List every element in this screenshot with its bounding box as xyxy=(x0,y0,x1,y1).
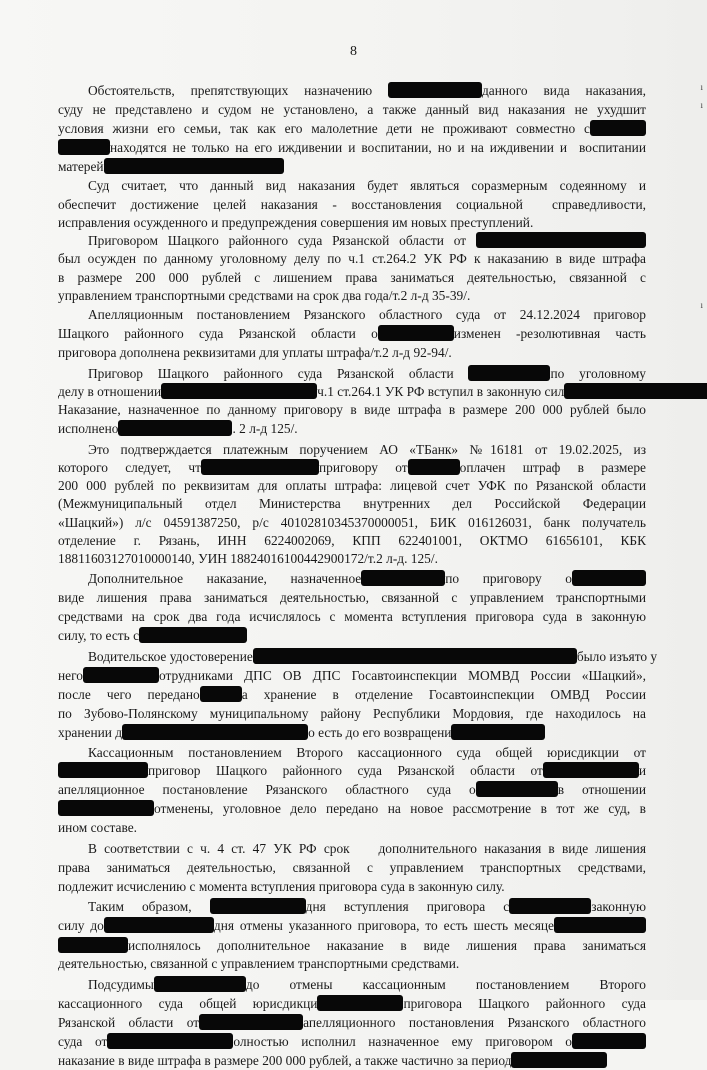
text-segment: приговора дополнена реквизитами для уплаты штрафа/т.2 л-д 92-94/. xyxy=(58,345,452,360)
text-line xyxy=(58,325,646,343)
text-segment: права заниматься деятельностью, связанной с управлением транспортных средствами, xyxy=(58,860,646,875)
text-line xyxy=(58,269,646,287)
text-segment: суду не представлено и судом не установлено, а также данный вид наказания не ухудшит xyxy=(58,102,646,117)
text-line xyxy=(58,383,646,401)
text-segment: Подсудимы xyxy=(88,977,154,992)
text-segment: него xyxy=(58,668,83,683)
text-segment: отделение г. Рязань, ИНН 6224002069, КПП 622401001, ОКТМО 61656101, КБК xyxy=(58,533,646,548)
text-segment: Наказание, назначенное по данному приговору в виде штрафа в размере 200 000 рублей было xyxy=(58,402,646,417)
text-segment: по уголовному xyxy=(550,366,646,381)
text-segment: наказание в виде штрафа в размере 200 000 рублей, а также частично за период xyxy=(58,1053,512,1068)
text-segment: дня отмены указанного приговора, то есть шесть месяце xyxy=(213,918,554,933)
text-segment: отрудниками ДПС ОВ ДПС Госавтоинспекции МОМВД России «Шацкий», xyxy=(158,668,646,683)
text-segment: дня вступления приговора с xyxy=(305,899,510,914)
text-line xyxy=(58,1033,646,1051)
text-line xyxy=(88,840,646,858)
page-number: 8 xyxy=(350,44,357,59)
text-line xyxy=(58,514,646,532)
redaction-bar xyxy=(572,1033,646,1049)
text-line xyxy=(58,214,646,232)
text-line xyxy=(88,365,646,383)
text-segment: в размере 200 000 рублей с лишением права заниматься деятельностью, связанной с xyxy=(58,270,646,285)
redaction-bar xyxy=(201,459,319,475)
text-segment: апелляционное постановление Рязанского областного суда о xyxy=(58,782,476,797)
text-segment: был осужден по данному уголовному делу по ч.1 ст.264.2 УК РФ к наказанию в виде штрафа xyxy=(58,251,646,266)
redaction-bar xyxy=(590,120,646,136)
redaction-bar xyxy=(107,1033,233,1049)
text-segment: Дополнительное наказание, назначенное xyxy=(88,571,362,586)
text-segment: законную xyxy=(591,899,646,914)
redaction-bar xyxy=(509,898,591,914)
text-segment: делу в отношении xyxy=(58,384,162,399)
redaction-bar xyxy=(58,800,154,816)
text-segment: по Зубово-Полянскому муниципальному району Республики Мордовия, где находилось на xyxy=(58,706,646,721)
text-line xyxy=(58,781,646,799)
text-segment: приговору от xyxy=(318,460,408,475)
redaction-bar xyxy=(154,976,246,992)
text-segment: о есть до его возвращени xyxy=(308,725,452,740)
redaction-bar xyxy=(58,139,110,155)
text-line xyxy=(58,917,646,935)
redaction-bar xyxy=(122,724,308,740)
text-line xyxy=(58,937,646,955)
text-line xyxy=(88,976,646,994)
text-segment: . 2 л-д 125/. xyxy=(232,421,298,436)
text-segment: Таким образом, xyxy=(88,899,210,914)
text-segment: силу, то есть с xyxy=(58,628,140,643)
redaction-bar xyxy=(361,570,445,586)
edge-mark: ı xyxy=(700,82,703,92)
text-segment: ином составе. xyxy=(58,820,138,835)
text-segment: Обстоятельств, препятствующих назначению xyxy=(88,83,388,98)
text-line xyxy=(58,705,646,723)
redaction-bar xyxy=(451,724,545,740)
text-segment: кассационного суда общей юрисдикци xyxy=(58,996,318,1011)
text-segment: Рязанской области от xyxy=(58,1015,200,1030)
redaction-bar xyxy=(511,1052,607,1068)
text-segment: после чего передано xyxy=(58,687,200,702)
text-line xyxy=(58,139,646,157)
text-segment: оплачен штраф в размере xyxy=(459,460,646,475)
text-line xyxy=(88,82,646,100)
text-segment: Приговор Шацкого районного суда Рязанской области xyxy=(88,366,469,381)
text-segment: Водительское удостоверение xyxy=(88,649,253,664)
redaction-bar xyxy=(104,158,284,174)
text-line xyxy=(88,898,646,916)
redaction-bar xyxy=(317,995,403,1011)
text-segment: ч.1 ст.264.1 УК РФ вступил в законную сил xyxy=(317,384,565,399)
text-line xyxy=(58,819,646,837)
text-line xyxy=(58,550,646,568)
redaction-bar xyxy=(476,781,558,797)
text-segment: (Межмуниципальный отдел Министерства внутренних дел Российской Федерации xyxy=(58,496,646,511)
redaction-bar xyxy=(200,686,242,702)
text-line xyxy=(58,686,646,704)
text-line xyxy=(88,441,646,459)
text-segment: отменены, уголовное дело передано на новое рассмотрение в тот же суд, в xyxy=(154,801,646,816)
text-segment: средствами на срок два года исчислялось с момента вступления приговора суда в законную xyxy=(58,609,646,624)
text-segment: было изъято у xyxy=(576,649,658,664)
text-line xyxy=(88,177,646,195)
redaction-bar xyxy=(139,627,247,643)
text-line xyxy=(58,724,646,742)
text-segment: исполнялось дополнительное наказание в виде лишения права заниматься xyxy=(128,938,646,953)
text-segment: обеспечит достижение целей наказания - восстановления социальной справедливости, xyxy=(58,197,646,212)
redaction-bar xyxy=(564,383,707,399)
text-line xyxy=(58,762,646,780)
text-segment: матерей xyxy=(58,159,104,174)
text-segment: условия жизни его семьи, так как его малолетние дети не проживают совместно с xyxy=(58,121,590,136)
text-segment: силу до xyxy=(58,918,104,933)
redaction-bar xyxy=(118,420,232,436)
text-segment: 18811603127010000140, УИН 18824016100442900172/т.2 л-д. 125/. xyxy=(58,551,438,566)
text-line xyxy=(58,800,646,818)
text-segment: Шацкого районного суда Рязанской области о xyxy=(58,326,378,341)
redaction-bar xyxy=(388,82,482,98)
text-line xyxy=(58,101,646,119)
redaction-bar xyxy=(58,762,148,778)
text-segment: суда от xyxy=(58,1034,108,1049)
redaction-bar xyxy=(161,383,317,399)
text-line xyxy=(58,532,646,550)
text-segment: управлением транспортными средствами на срок два года/т.2 л-д 35-39/. xyxy=(58,288,471,303)
redaction-bar xyxy=(199,1014,303,1030)
text-line xyxy=(58,158,646,176)
redaction-bar xyxy=(554,917,646,933)
text-segment: апелляционного постановления Рязанского областного xyxy=(303,1015,646,1030)
text-segment: олностью исполнил назначенное ему приговором о xyxy=(233,1034,573,1049)
text-line xyxy=(58,401,646,419)
text-segment: Апелляционным постановлением Рязанского областного суда от 24.12.2024 приговор xyxy=(88,307,646,322)
redaction-bar xyxy=(408,459,460,475)
text-line xyxy=(58,859,646,877)
text-segment: виде лишения права заниматься деятельностью, связанной с управлением транспортными xyxy=(58,590,646,605)
text-segment: которого следует, чт xyxy=(58,460,201,475)
text-line xyxy=(58,878,646,896)
text-segment: Кассационным постановлением Второго кассационного суда общей юрисдикции от xyxy=(88,745,646,760)
redaction-bar xyxy=(378,325,454,341)
text-line xyxy=(58,1052,646,1070)
text-line xyxy=(88,744,646,762)
text-segment: до отмены кассационным постановлением Второго xyxy=(245,977,646,992)
text-line xyxy=(58,459,646,477)
text-line xyxy=(58,420,646,438)
redaction-bar xyxy=(104,917,214,933)
text-segment: приговора Шацкого районного суда xyxy=(403,996,646,1011)
text-line xyxy=(88,306,646,324)
text-line xyxy=(58,608,646,626)
text-line xyxy=(58,1014,646,1032)
text-line xyxy=(88,570,646,588)
text-segment: 200 000 рублей по реквизитам для оплаты штрафа: лицевой счет УФК по Рязанской области xyxy=(58,478,646,493)
text-segment: В соответствии с ч. 4 ст. 47 УК РФ срок дополнительного наказания в виде лишения xyxy=(88,841,646,856)
text-segment: «Шацкий») л/с 04591387250, р/с 40102810345370000051, БИК 016126031, банк получатель xyxy=(58,515,646,530)
text-line xyxy=(58,287,646,305)
redaction-bar xyxy=(210,898,306,914)
text-segment: данного вида наказания, xyxy=(481,83,646,98)
text-line xyxy=(58,995,646,1013)
text-segment: по приговору о xyxy=(445,571,572,586)
text-line xyxy=(58,196,646,214)
text-line xyxy=(58,477,646,495)
text-line xyxy=(88,648,658,666)
text-segment: а хранение в отделение Госавтоинспекции ОМВД России xyxy=(241,687,646,702)
edge-mark: ı xyxy=(700,300,703,310)
text-line xyxy=(58,495,646,513)
text-segment: в отношении xyxy=(557,782,646,797)
text-segment: подлежит исчислению с момента вступления приговора суда в законную силу. xyxy=(58,879,505,894)
text-segment: исправления осужденного и предупреждения совершения им новых преступлений. xyxy=(58,215,534,230)
text-line xyxy=(58,955,646,973)
text-segment: находятся не только на его иждивении и воспитании, но и на иждивении и воспитании xyxy=(110,140,646,155)
text-segment: Приговором Шацкого районного суда Рязанской области от xyxy=(88,233,476,248)
text-line xyxy=(58,250,646,268)
text-segment: приговор Шацкого районного суда Рязанской области от xyxy=(148,763,543,778)
text-line xyxy=(58,667,646,685)
redaction-bar xyxy=(83,667,159,683)
text-segment: Суд считает, что данный вид наказания будет являться соразмерным содеянному и xyxy=(88,178,646,193)
text-segment: изменен -резолютивная часть xyxy=(453,326,647,341)
text-line xyxy=(58,627,646,645)
text-segment: деятельностью, связанной с управлением транспортными средствами. xyxy=(58,956,460,971)
text-segment: Это подтверждается платежным поручением АО «ТБанк» №16181 от 19.02.2025, из xyxy=(88,442,646,457)
redaction-bar xyxy=(572,570,646,586)
text-line xyxy=(58,344,646,362)
redaction-bar xyxy=(58,937,128,953)
text-segment: хранении д xyxy=(58,725,123,740)
redaction-bar xyxy=(543,762,639,778)
redaction-bar xyxy=(468,365,550,381)
redaction-bar xyxy=(253,648,577,664)
text-segment: и xyxy=(638,763,646,778)
text-segment: исполнено xyxy=(58,421,119,436)
redaction-bar xyxy=(476,232,646,248)
edge-mark: ı xyxy=(700,100,703,110)
text-line xyxy=(58,120,646,138)
text-line xyxy=(88,232,646,250)
text-line xyxy=(58,589,646,607)
